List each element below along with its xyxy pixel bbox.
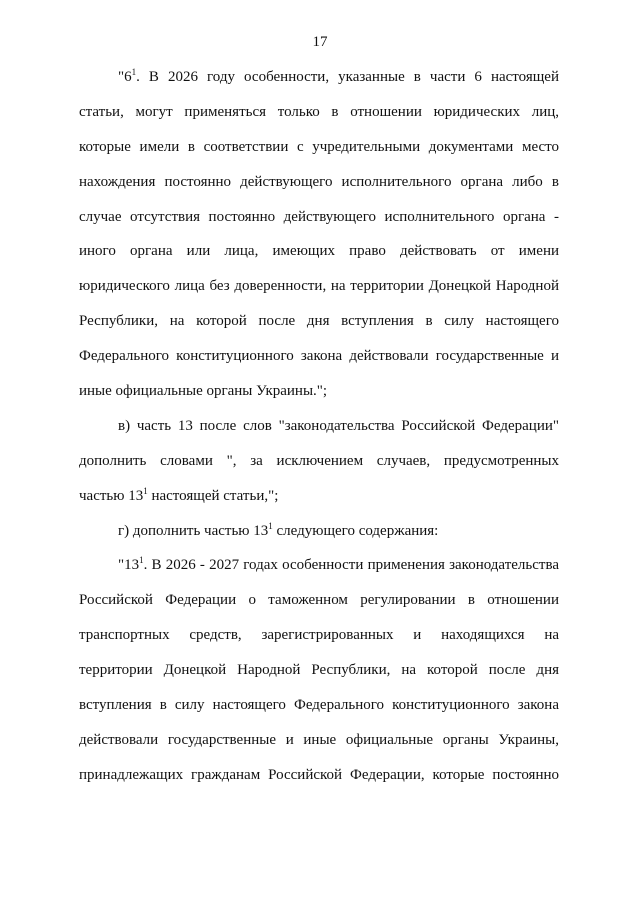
text-line: действовали государственные и иные официальные органы Украины, xyxy=(79,731,559,748)
text-line: Российской Федерации о таможенном регулировании в отношении xyxy=(79,592,559,609)
text-line: вступления в силу настоящего Федерального конституционного закона xyxy=(79,697,559,714)
text-segment: следующего содержания: xyxy=(272,522,439,539)
text-segment: г) дополнить частью 13 xyxy=(118,522,269,539)
page-number: 17 xyxy=(312,34,328,50)
text-line: юридического лица без доверенности, на территории Донецкой Народной xyxy=(79,278,559,295)
text-segment: настоящей статьи,"; xyxy=(147,487,279,504)
text-segment: "6 xyxy=(118,69,132,85)
superscript: 1 xyxy=(268,520,273,531)
text-line: в) часть 13 после слов "законодательства Российской Федерации" xyxy=(118,417,559,434)
text-line: которые имели в соответствии с учредительными документами место xyxy=(79,138,559,155)
text-line: статьи, могут применяться только в отношении юридических лиц, xyxy=(79,103,559,120)
superscript: 1 xyxy=(143,485,148,496)
text-line xyxy=(79,514,559,549)
text-line: случае отсутствия постоянно действующего исполнительного органа - xyxy=(79,208,559,225)
superscript: 1 xyxy=(131,67,137,77)
text-line: Республики, на которой после дня вступления в силу настоящего xyxy=(79,313,559,330)
text-line: Федерального конституционного закона действовали государственные и xyxy=(79,348,559,365)
document-body xyxy=(79,60,559,793)
superscript: 1 xyxy=(139,555,144,566)
text-line xyxy=(79,60,559,95)
text-line: иного органа или лица, имеющих право действовать от имени xyxy=(79,243,559,260)
text-segment: . В 2026 году особенности, указанные в части 6 настоящей xyxy=(136,69,559,85)
text-line: иные официальные органы Украины."; xyxy=(79,383,328,400)
text-line: территории Донецкой Народной Республики, на которой после дня xyxy=(79,662,559,679)
text-segment: . В 2026 - 2027 годах особенности применения законодательства xyxy=(143,557,559,574)
text-line: принадлежащих гражданам Российской Федерации, которые постоянно xyxy=(79,766,559,783)
text-line: нахождения постоянно действующего исполнительного органа либо в xyxy=(79,173,559,190)
text-line: дополнить словами ", за исключением случаев, предусмотренных xyxy=(79,452,559,469)
text-line xyxy=(79,548,559,583)
text-segment: частью 13 xyxy=(79,487,144,504)
text-line: транспортных средств, зарегистрированных и находящихся на xyxy=(79,627,559,644)
text-line xyxy=(79,479,559,514)
text-segment: "13 xyxy=(118,557,140,574)
